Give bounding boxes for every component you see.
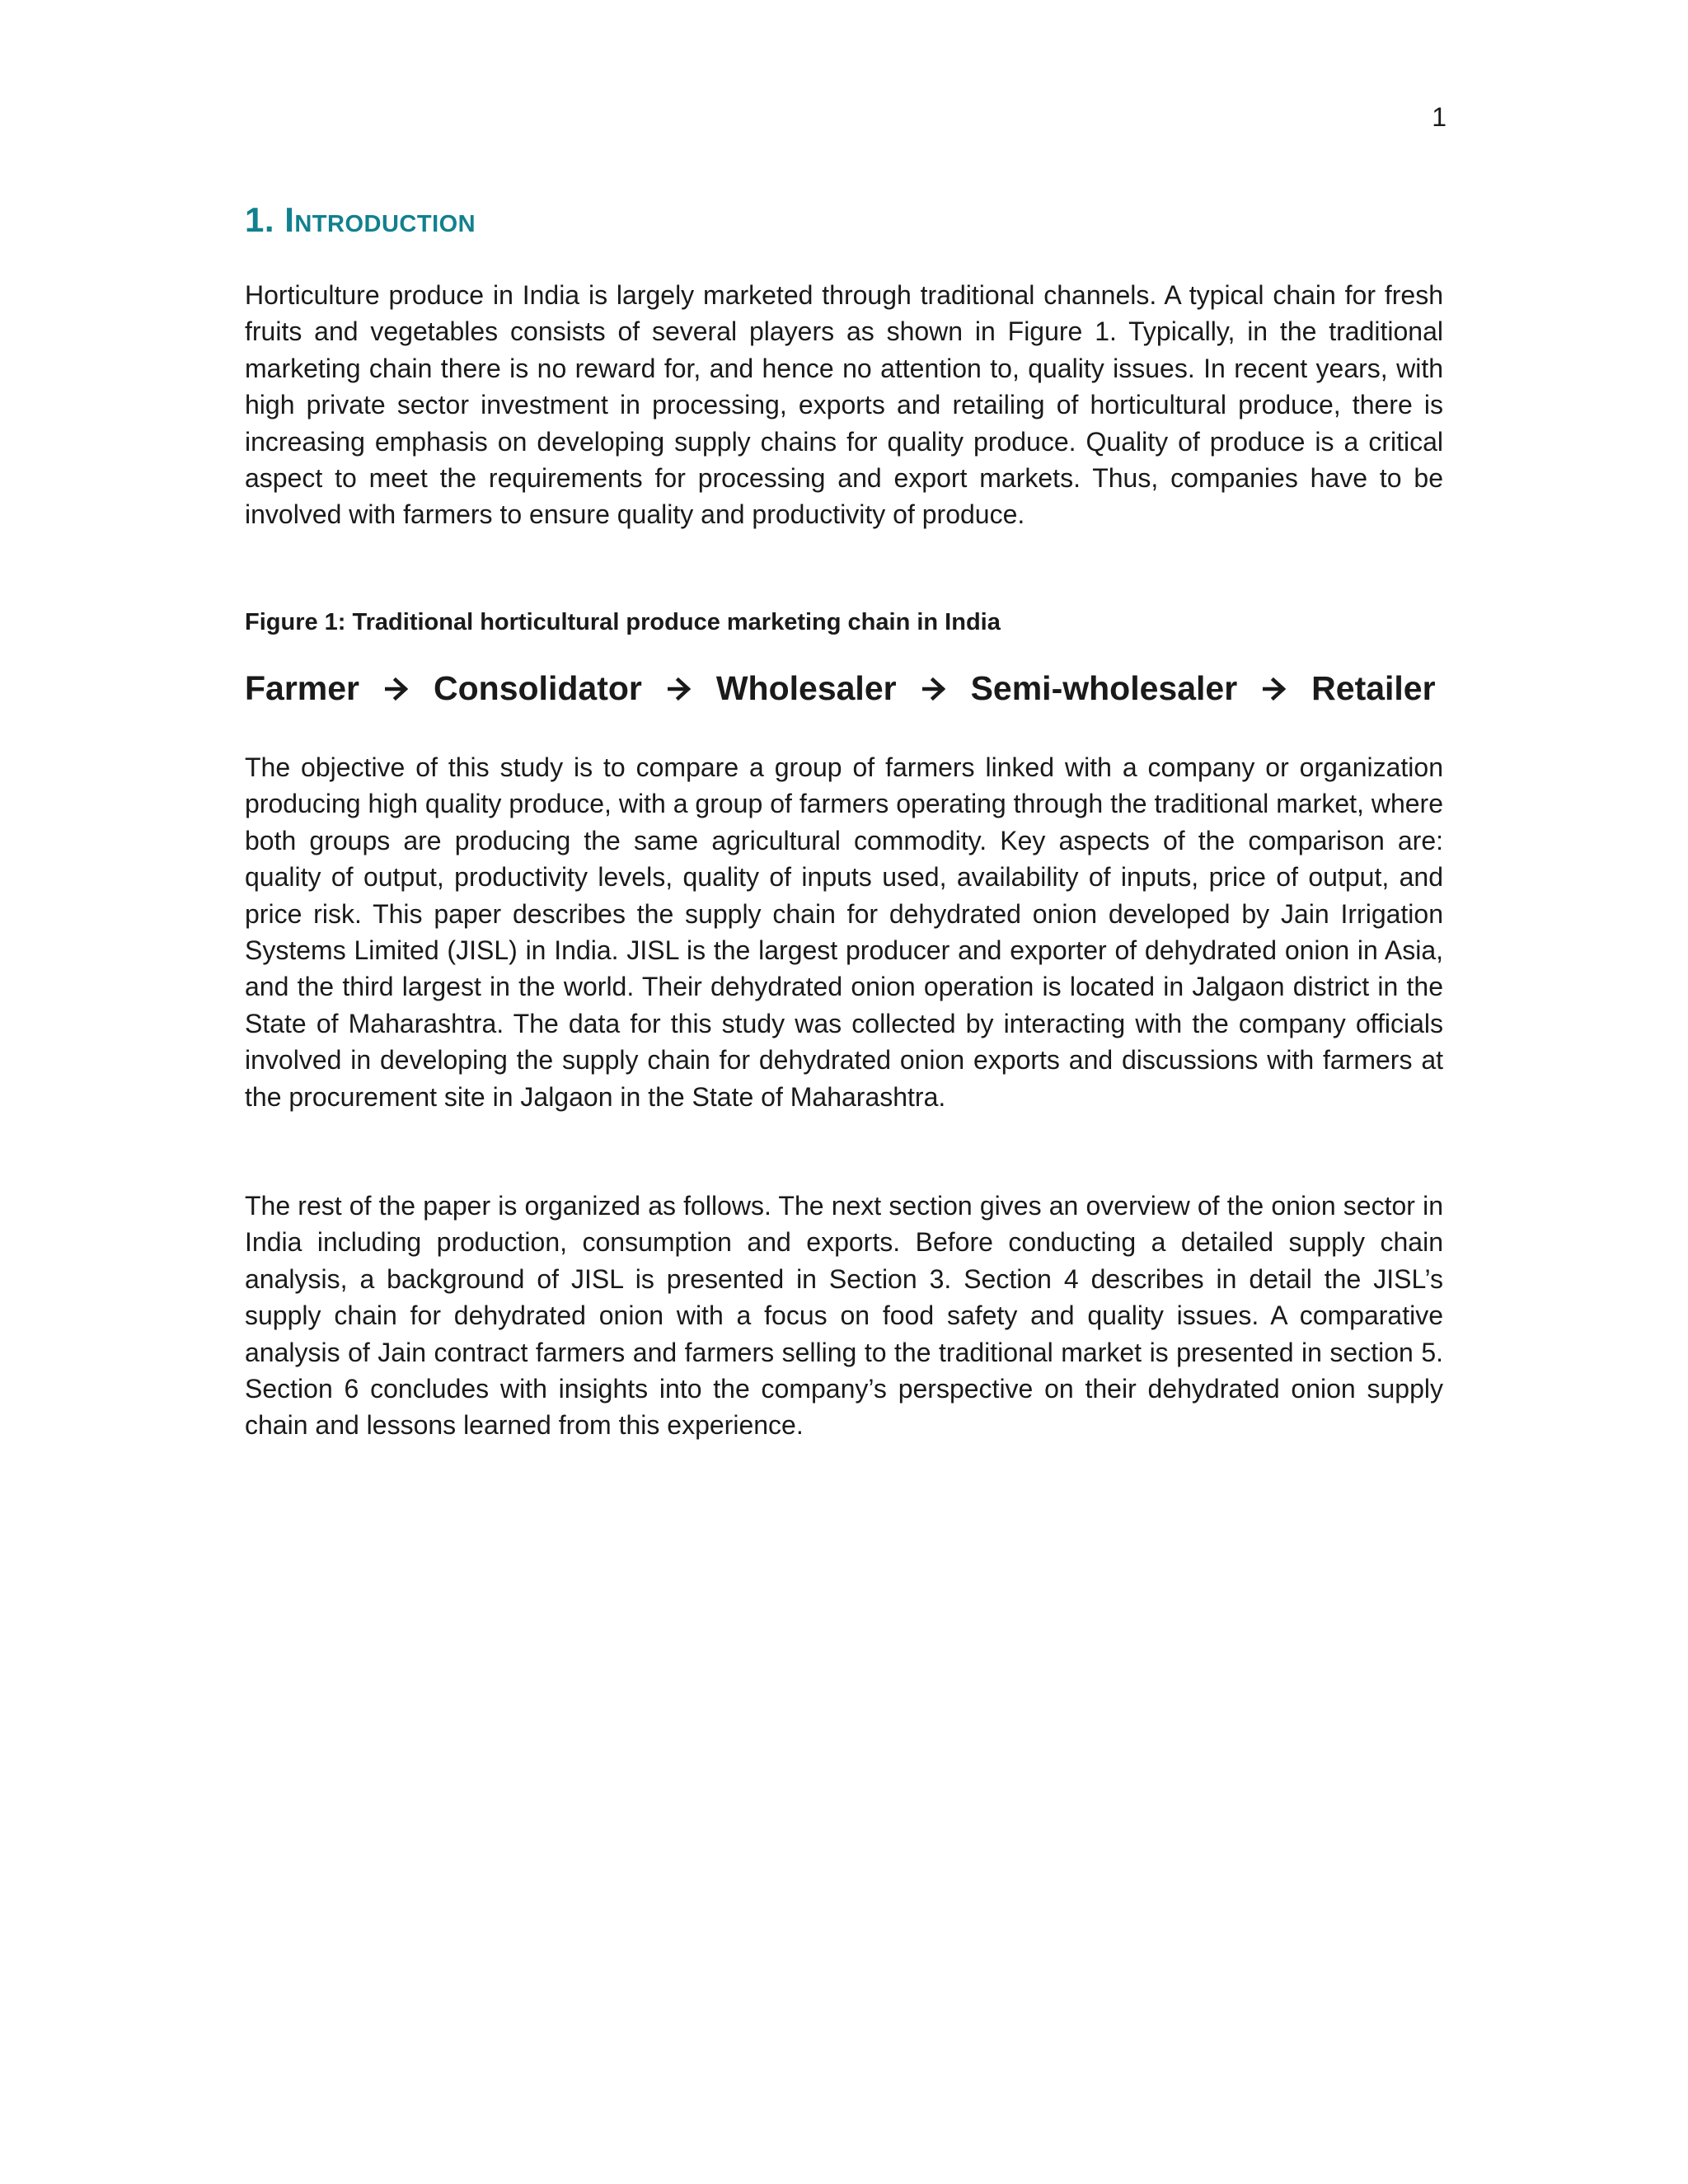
chain-node-farmer: Farmer	[245, 669, 360, 707]
chain-node-retailer: Retailer	[1311, 669, 1436, 707]
chain-node-semi-wholesaler: Semi-wholesaler	[970, 669, 1238, 707]
chain-node-consolidator: Consolidator	[434, 669, 642, 707]
figure-caption: Figure 1: Traditional horticultural produce marketing chain in India	[245, 609, 1001, 635]
objective-paragraph: The objective of this study is to compare a group of farmers linked with a company or organization producing high quality produce, with a group of farmers operating through the traditional market, where both groups are producing the same agricultural commodity. Key aspects of the comparison are: quality of output, productivity levels, quality of inputs used, availability of inputs, price of output, and price risk. This paper describes the supply chain for dehydrated onion developed by Jain Irrigation Systems Limited (JISL) in India. JISL is the largest producer and exporter of dehydrated onion in Asia, and the third largest in the world. Their dehydrated onion operation is located in Jalgaon district in the State of Maharashtra. The data for this study was collected by interacting with the company officials involved in developing the supply chain for dehydrated onion exports and discussions with farmers at the procurement site in Jalgaon in the State of Maharashtra.	[245, 752, 1443, 1112]
section-heading: 1. Introduction	[245, 200, 476, 239]
marketing-chain-diagram	[245, 668, 1443, 709]
arrow-right-icon	[385, 677, 408, 701]
arrow-right-icon	[668, 677, 691, 701]
page-number: 1	[1432, 102, 1447, 132]
chain-node-wholesaler: Wholesaler	[715, 669, 897, 707]
intro-paragraph: Horticulture produce in India is largely marketed through traditional channels. A typical chain for fresh fruits and vegetables consists of several players as shown in Figure 1. Typically, in the traditional marketing chain there is no reward for, and hence no attention to, quality issues. In recent years, with high private sector investment in processing, exports and retailing of horticultural produce, there is increasing emphasis on developing supply chains for quality produce. Quality of produce is a critical aspect to meet the requirements for processing and export markets. Thus, companies have to be involved with farmers to ensure quality and productivity of produce.	[245, 280, 1443, 530]
arrow-right-icon	[922, 677, 945, 701]
arrow-right-icon	[1263, 677, 1286, 701]
organization-paragraph: The rest of the paper is organized as follows. The next section gives an overview of the onion sector in India including production, consumption and exports. Before conducting a detailed supply chain analysis, a background of JISL is presented in Section 3. Section 4 describes in detail the JISL’s supply chain for dehydrated onion with a focus on food safety and quality issues. A comparative analysis of Jain contract farmers and farmers selling to the traditional market is presented in section 5. Section 6 concludes with insights into the company’s perspective on their dehydrated onion supply chain and lessons learned from this experience.	[245, 1191, 1443, 1441]
